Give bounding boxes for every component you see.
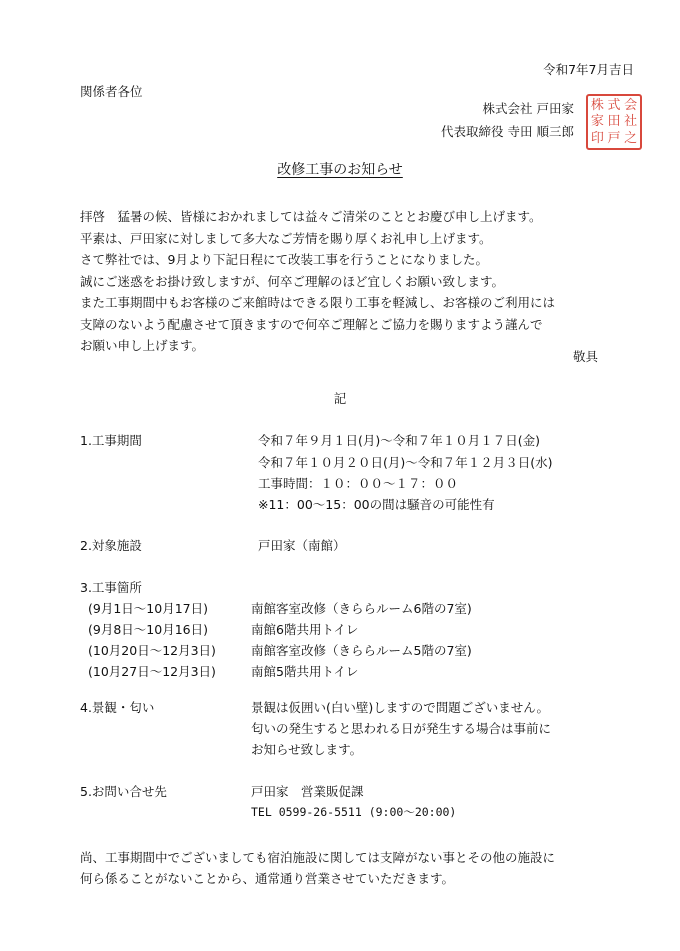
scenery-line: 景観は仮囲い(白い壁)しますので問題ございません。: [251, 700, 550, 715]
seal-char: 戸: [607, 131, 621, 147]
closing-text: [80, 847, 555, 889]
seal-char: 家: [590, 114, 604, 130]
seal-char: 印: [590, 131, 604, 147]
noise-note: ※11：00～15：00の間は騒音の可能性有: [258, 497, 495, 512]
body-line: お願い申し上げます。: [80, 338, 205, 353]
scenery-line: 匂いの発生すると思われる日が発生する場合は事前に: [251, 721, 552, 736]
recipient: 関係者各位: [80, 84, 143, 99]
company-seal-stamp: [586, 94, 642, 150]
location-period: (9月8日～10月16日): [88, 622, 208, 637]
document-title: [0, 162, 680, 179]
body-line: 支障のないよう配慮させて頂きますので何卒ご理解とご協力を賜りますよう謹んで: [80, 316, 543, 332]
contact-tel: TEL 0599-26-5511 (9:00～20:00): [251, 805, 457, 819]
period-line: 令和７年１０月２０日(月)～令和７年１２月３日(水): [258, 455, 553, 470]
contact-label: 5.お問い合せ先: [80, 784, 167, 799]
location-period: (9月1日～10月17日): [88, 601, 208, 616]
locations-label: 3.工事箇所: [80, 580, 142, 595]
seal-char: 会: [624, 97, 638, 113]
location-period: (10月20日～12月3日): [88, 643, 216, 658]
location-period: (10月27日～12月3日): [88, 664, 216, 679]
seal-char: 株: [590, 97, 604, 113]
body-line: 誠にご迷惑をお掛け致しますが、何卒ご理解のほど宜しくお願い致します。: [80, 273, 505, 289]
seal-char: 式: [607, 97, 621, 113]
location-place: 南館5階共用トイレ: [251, 664, 359, 679]
facility-label: 2.対象施設: [80, 538, 142, 553]
closing-keigu: 敬具: [572, 349, 598, 364]
location-place: 南館客室改修（きららルーム6階の7室): [251, 601, 472, 616]
body-line: また工事期間中もお客様のご来館時はできる限り工事を軽減し、お客様のご利用には: [80, 295, 556, 310]
contact-name: 戸田家 営業販促課: [251, 784, 364, 799]
document-date: 令和7年7月吉日: [543, 62, 634, 77]
closing-line: 尚、工事期間中でございましても宿泊施設に関しては支障がない事とその他の施設に: [80, 850, 556, 865]
body-line: 拝啓 猛暑の候、皆様におかれましては益々ご清栄のこととお慶び申し上げます。: [80, 209, 542, 224]
scenery-label: 4.景観・匂い: [80, 700, 155, 715]
location-place: 南館6階共用トイレ: [251, 622, 359, 637]
facility-value: 戸田家（南館）: [258, 538, 346, 553]
ki-heading: 記: [333, 391, 347, 406]
body-line: さて弊社では、9月より下記日程にて改装工事を行うことになりました。: [80, 252, 488, 267]
ceo-name: 代表取締役 寺田 順三郎: [441, 124, 574, 139]
body-text: [80, 206, 555, 357]
company-name: 株式会社 戸田家: [482, 101, 574, 116]
location-place: 南館客室改修（きららルーム5階の7室): [251, 643, 472, 658]
seal-char: 田: [607, 114, 621, 130]
body-line: 平素は、戸田家に対しまして多大なご芳情を賜り厚くお礼申し上げます。: [80, 230, 492, 246]
document-title-text: 改修工事のお知らせ: [277, 162, 403, 178]
closing-line: 何ら係ることがないことから、通常通り営業させていただきます。: [80, 871, 455, 886]
scenery-line: お知らせ致します。: [251, 742, 363, 757]
seal-char: 社: [624, 114, 638, 130]
period-line: 令和７年９月１日(月)～令和７年１０月１７日(金): [258, 433, 541, 448]
period-label: 1.工事期間: [80, 433, 142, 448]
seal-char: 之: [624, 131, 638, 147]
work-hours: 工事時間：１０：００～１７：００: [258, 476, 459, 491]
